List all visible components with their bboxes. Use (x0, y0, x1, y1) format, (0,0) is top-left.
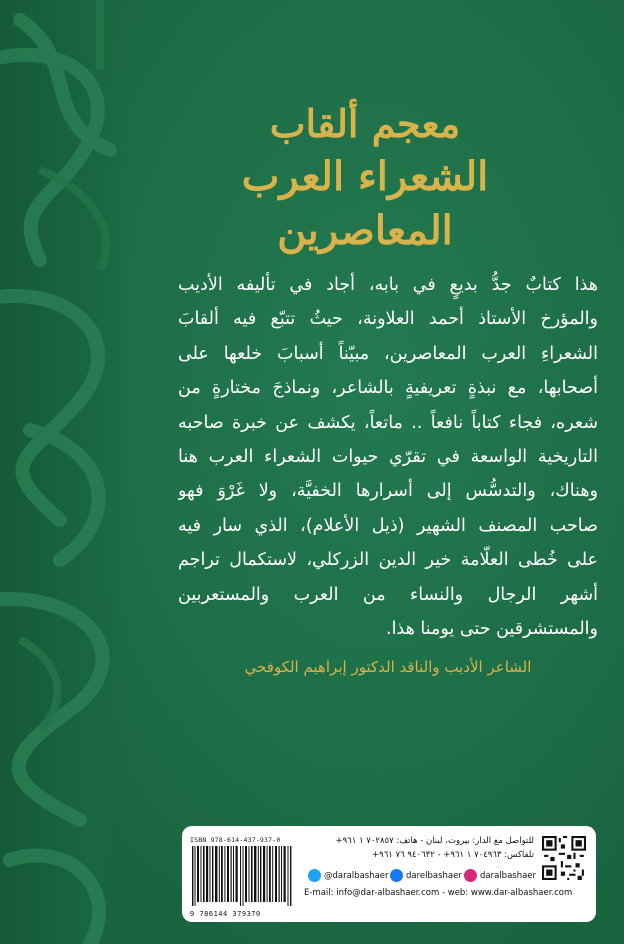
blurb-line: صاحب المصنف الشهير (ذيل الأعلام)، الذي سار فيه (178, 515, 598, 536)
blurb-line: الشعراءِ العرب المعاصرين، مبيّناً أسبابَ خلعها على (178, 343, 598, 364)
blurb-paragraph (178, 268, 598, 646)
email-web-line[interactable]: E-mail: info@dar-albashaer.com - web: www.dar-albashaer.com (304, 888, 573, 898)
social-links (308, 868, 537, 884)
publisher-info-panel (182, 826, 596, 922)
instagram-icon (464, 869, 477, 882)
blurb-line: وهناك، والتدسُّس إلى أسرارها الخفيَّة، ولا غَرْوَ فهو (178, 481, 598, 502)
barcode-bars (190, 846, 294, 906)
blurb-line: على خُطى العلّامة خير الدين الزركلي، لاستكمال تراجم (178, 550, 598, 571)
blurb-line: والمستشرقين حتى يومنا هذا. (386, 619, 598, 640)
calligraphy-ornament (0, 0, 150, 944)
twitter-icon (308, 869, 321, 882)
blurb-line: أشهر الرجال والنساء من العرب والمستعربين (178, 584, 598, 605)
blurb-line: أصحابها، مع نبذةٍ تعريفيةٍ بالشاعر، ونماذجَ مختارةٍ من (178, 378, 598, 399)
barcode-digits: 9 786144 379370 (190, 910, 261, 918)
blurb-line: هذا كتابٌ جدُّ بديعٍ في بابه، أجاد في تأليفه الأديب (178, 275, 598, 295)
title-line-1: معجم ألقاب (269, 101, 461, 146)
contact-fax-line: تلفاكس: ٧٠٤٩٦٣ ١ ٩٦١+ - ٩٤٠٦٣٢ ٧٦ ٩٦١+ (372, 850, 534, 860)
twitter-handle: @daralbashaer (324, 871, 389, 881)
facebook-icon (390, 869, 403, 882)
blurb-line: والمؤرخ الأستاذ أحمد العلاونة، حيثُ تتبّع فيه ألقابَ (178, 309, 598, 330)
blurb-author: الشاعر الأديب والناقد الدكتور إبراهيم الكوفحي (244, 658, 532, 676)
social-twitter[interactable] (308, 868, 389, 884)
book-title (150, 100, 580, 258)
instagram-handle: daralbashaer (480, 871, 537, 881)
blurb-line: شعره، فجاء كتاباً نافعاً .. ماتعاً، يكشف عن خبرة صاحبه (178, 412, 598, 433)
social-instagram[interactable] (464, 868, 536, 884)
blurb-line: التاريخية الواسعة في تقرّي حيوات الشعراء العرب هنا (178, 447, 598, 468)
facebook-handle: darelbashaer (406, 871, 462, 881)
contact-info (294, 834, 534, 862)
qr-code[interactable] (542, 836, 586, 880)
isbn-barcode (190, 836, 296, 918)
title-line-2: الشعراء العرب المعاصرين (241, 153, 489, 254)
contact-phone-line: للتواصل مع الدار: بيروت، لبنان - هاتف: ٧٠٢٨٥٧ ١ ٩٦١+ (335, 836, 534, 846)
social-facebook[interactable] (390, 868, 462, 884)
isbn-text: ISBN 978-614-437-937-0 (190, 836, 281, 844)
